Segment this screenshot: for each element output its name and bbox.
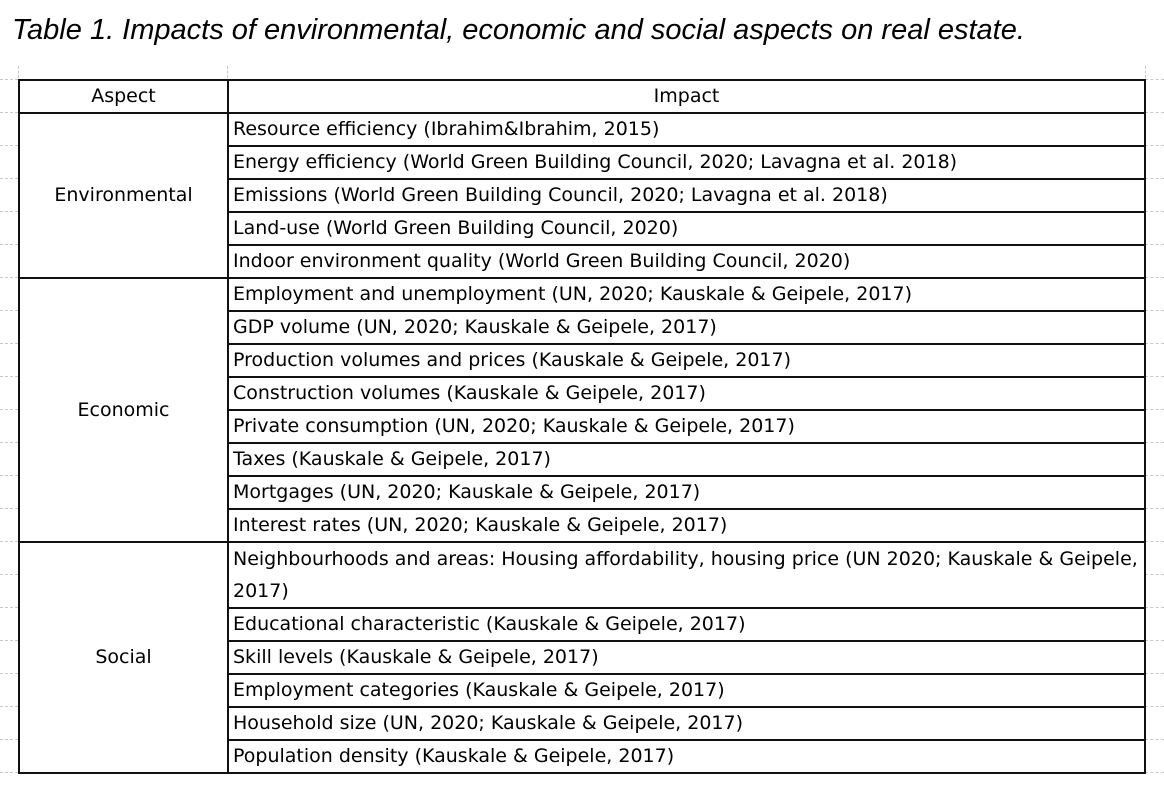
- gridline: [0, 376, 18, 377]
- gridline: [0, 79, 18, 80]
- gridline: [1145, 409, 1164, 410]
- gridline: [0, 178, 18, 179]
- gridline: [1145, 706, 1164, 707]
- gridline: [0, 112, 18, 113]
- gridline: [1145, 66, 1146, 78]
- impact-cell: Indoor environment quality (World Green Building Council, 2020): [228, 245, 1145, 278]
- gridline: [0, 607, 18, 608]
- gridline: [1145, 310, 1164, 311]
- gridline: [1145, 673, 1164, 674]
- aspect-cell-social: Social: [19, 542, 228, 773]
- impact-cell: Land-use (World Green Building Council, 2020): [228, 212, 1145, 245]
- table-row: [19, 113, 1145, 146]
- gridline: [18, 66, 19, 78]
- gridline: [1145, 508, 1164, 509]
- gridline: [1145, 112, 1164, 113]
- gridline: [0, 640, 18, 641]
- impact-cell: GDP volume (UN, 2020; Kauskale & Geipele, 2017): [228, 311, 1145, 344]
- gridline: [1145, 145, 1164, 146]
- impacts-table: [18, 79, 1146, 774]
- gridline: [0, 211, 18, 212]
- gridline: [0, 772, 18, 773]
- gridline: [0, 475, 18, 476]
- impact-cell: Construction volumes (Kauskale & Geipele, 2017): [228, 377, 1145, 410]
- impact-cell: Mortgages (UN, 2020; Kauskale & Geipele, 2017): [228, 476, 1145, 509]
- table-row: [19, 278, 1145, 311]
- table-caption: Table 1. Impacts of environmental, economic and social aspects on real estate.: [12, 14, 1025, 46]
- gridline: [1145, 640, 1164, 641]
- impact-cell: Household size (UN, 2020; Kauskale & Geipele, 2017): [228, 707, 1145, 740]
- impact-cell: Resource efficiency (Ibrahim&Ibrahim, 2015): [228, 113, 1145, 146]
- gridline: [1145, 541, 1164, 542]
- gridline: [227, 66, 228, 78]
- impact-cell: Energy efficiency (World Green Building Council, 2020; Lavagna et al. 2018): [228, 146, 1145, 179]
- column-header-aspect: Aspect: [19, 80, 228, 113]
- impact-cell: Neighbourhoods and areas: Housing affordability, housing price (UN 2020; Kauskale & Geipele, 2017): [228, 542, 1145, 608]
- column-header-impact: Impact: [228, 80, 1145, 113]
- impact-cell: Employment and unemployment (UN, 2020; Kauskale & Geipele, 2017): [228, 278, 1145, 311]
- table-row: [19, 542, 1145, 608]
- gridline: [0, 277, 18, 278]
- gridline: [1145, 376, 1164, 377]
- gridline: [1145, 244, 1164, 245]
- gridline: [0, 706, 18, 707]
- impact-cell: Emissions (World Green Building Council, 2020; Lavagna et al. 2018): [228, 179, 1145, 212]
- impact-cell: Skill levels (Kauskale & Geipele, 2017): [228, 641, 1145, 674]
- gridline: [1145, 277, 1164, 278]
- impact-cell: Employment categories (Kauskale & Geipele, 2017): [228, 674, 1145, 707]
- gridline: [0, 409, 18, 410]
- gridline: [0, 508, 18, 509]
- gridline: [0, 145, 18, 146]
- gridline: [1145, 739, 1164, 740]
- gridline: [1145, 211, 1164, 212]
- gridline: [0, 244, 18, 245]
- gridline: [1145, 772, 1164, 773]
- header-row: [19, 80, 1145, 113]
- aspect-cell-environmental: Environmental: [19, 113, 228, 278]
- gridline: [1145, 79, 1164, 80]
- impact-cell: Educational characteristic (Kauskale & Geipele, 2017): [228, 608, 1145, 641]
- impact-cell: Production volumes and prices (Kauskale & Geipele, 2017): [228, 344, 1145, 377]
- gridline: [1145, 475, 1164, 476]
- gridline: [1145, 178, 1164, 179]
- gridline: [1145, 574, 1164, 575]
- gridline: [0, 574, 18, 575]
- gridline: [1145, 343, 1164, 344]
- gridline: [0, 310, 18, 311]
- gridline: [0, 673, 18, 674]
- gridline: [0, 343, 18, 344]
- gridline: [1145, 442, 1164, 443]
- gridline: [0, 541, 18, 542]
- impact-cell: Private consumption (UN, 2020; Kauskale & Geipele, 2017): [228, 410, 1145, 443]
- impact-cell: Taxes (Kauskale & Geipele, 2017): [228, 443, 1145, 476]
- gridline: [0, 442, 18, 443]
- impact-cell: Population density (Kauskale & Geipele, 2017): [228, 740, 1145, 773]
- gridline: [0, 739, 18, 740]
- impact-cell: Interest rates (UN, 2020; Kauskale & Geipele, 2017): [228, 509, 1145, 542]
- aspect-cell-economic: Economic: [19, 278, 228, 542]
- gridline: [1145, 607, 1164, 608]
